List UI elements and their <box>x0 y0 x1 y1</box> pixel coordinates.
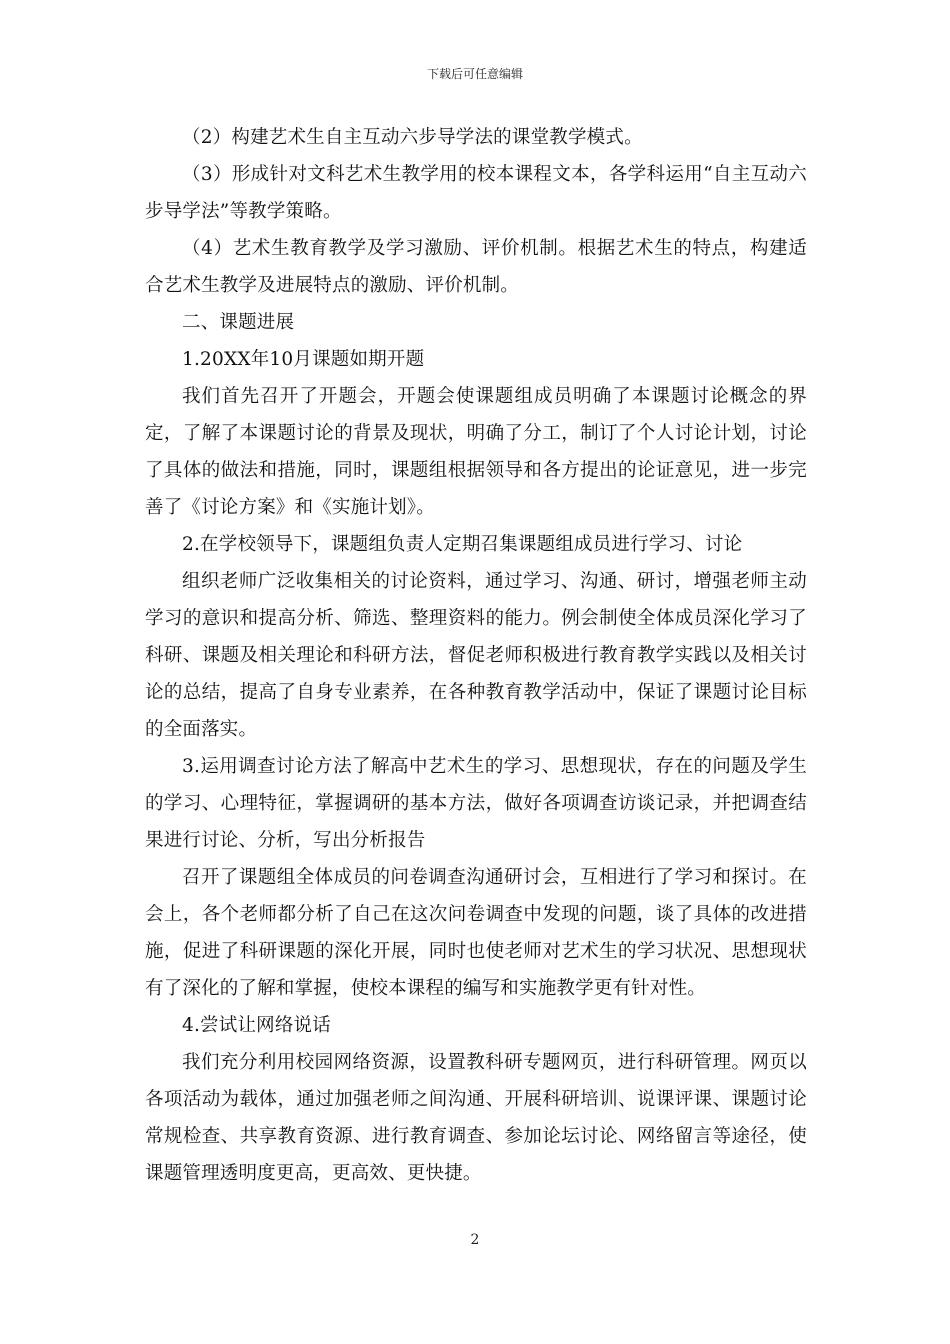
paragraph-goal-4: （4）艺术生教育教学及学习激励、评价机制。根据艺术生的特点，构建适合艺术生教学及进展特点的激励、评价机制。 <box>145 238 807 296</box>
paragraph-network: 我们充分利用校园网络资源，设置教科研专题网页，进行科研管理。网页以各项活动为载体，通过加强老师之间沟通、开展科研培训、说课评课、课题讨论常规检查、共享教育资源、进行教育调查、参加论坛讨论、网络留言等途径，使课题管理透明度更高，更高效、更快捷。 <box>145 1052 807 1184</box>
subheading-1: 1.20XX年10月课题如期开题 <box>182 349 425 370</box>
paragraph-goal-2: （2）构建艺术生自主互动六步导学法的课堂教学模式。 <box>182 127 643 148</box>
subheading-2: 2.在学校领导下，课题组负责人定期召集课题组成员进行学习、讨论 <box>182 534 743 555</box>
subheading-4: 4.尝试让网络说话 <box>182 1015 331 1036</box>
paragraph-goal-3: （3）形成针对文科艺术生教学用的校本课程文本，各学科运用“自主互动六步导学法”等教学策略。 <box>145 164 807 222</box>
paragraph-survey-meeting: 召开了课题组全体成员的问卷调查沟通研讨会，互相进行了学习和探讨。在会上，各个老师都分析了自己在这次问卷调查中发现的问题，谈了具体的改进措施，促进了科研课题的深化开展，同时也使老师对艺术生的学习状况、思想现状有了深化的了解和掌握，使校本课程的编写和实施教学更有针对性。 <box>145 867 807 999</box>
page-number: 2 <box>470 1232 480 1248</box>
paragraph-opening-meeting: 我们首先召开了开题会，开题会使课题组成员明确了本课题讨论概念的界定，了解了本课题讨论的背景及现状，明确了分工，制订了个人讨论计划，讨论了具体的做法和措施，同时，课题组根据领导和各方提出的论证意见，进一步完善了《讨论方案》和《实施计划》。 <box>145 386 807 518</box>
paragraph-study-meetings: 组织老师广泛收集相关的讨论资料，通过学习、沟通、研讨，增强老师主动学习的意识和提高分析、筛选、整理资料的能力。例会制使全体成员深化学习了科研、课题及相关理论和科研方法，督促老师积极进行教育教学实践以及相关讨论的总结，提高了自身专业素养，在各种教育教学活动中，保证了课题讨论目标的全面落实。 <box>145 571 807 740</box>
page-header: 下载后可任意编辑 <box>426 67 523 81</box>
section-heading-progress: 二、课题进展 <box>182 312 295 333</box>
document-body <box>145 119 807 1192</box>
subheading-3: 3.运用调查讨论方法了解高中艺术生的学习、思想现状，存在的问题及学生的学习、心理特征，掌握调研的基本方法，做好各项调查访谈记录，并把调查结果进行讨论、分析，写出分析报告 <box>145 756 807 851</box>
